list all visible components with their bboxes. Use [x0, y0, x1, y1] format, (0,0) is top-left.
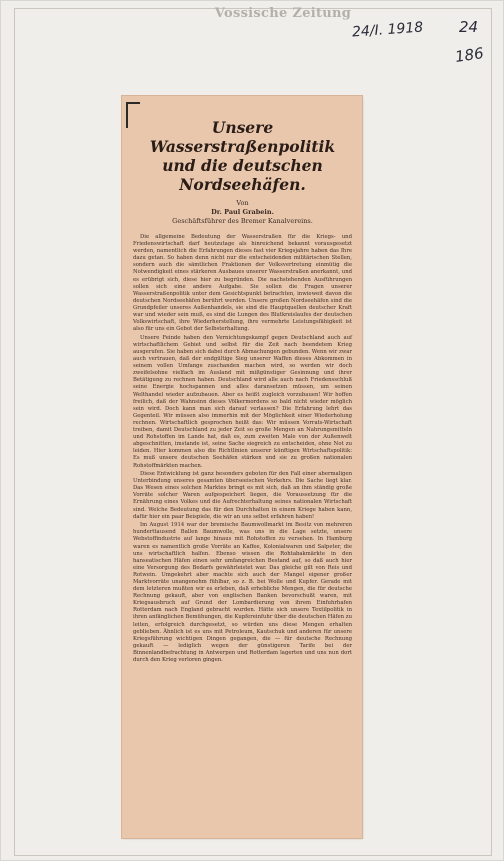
article-paragraph-2: Unsere Feinde haben den Vernichtungskampf gegen Deutschland auch auf wirtschaftlichem Gebiet und selbst für die Zeit nach beendetem Krieg ausgerufen. Sie haben sich dabei durch Abmachungen gebunden. Wenn wir zwar auch vertrauen, daß der endgültige Sieg unserer Waffen dieses Abkommen in seinem vollen Umfange zuschanden machen wird, so werden wir doch zweifelsohne vielfach im Ausland mit mißgünstiger Gesinnung und ihrer Betätigung zu rechnen haben. Deutschland wird alle auch nach Friedensschluß seine Energie hochspannen und alles daransetzen müssen, um seinen Welthandel wieder aufzubauen. Aber es heißt zugleich vorzubauen! Wir hoffen freilich, daß der Wahnsinn dieses Völkermordens so bald nicht wieder möglich sein wird. Doch kann man sich darauf verlassen? Die Erfahrung lehrt das Gegenteil. Wir müssen also immerhin mit der Möglichkeit einer Wiederholung rechnen. Wirtschaftlich gesprochen heißt das: Wir müssen Vorrats-Wirtschaft treiben, damit Deutschland zu jeder Zeit so große Mengen an Nahrungsmitteln und Rohstoffen im Lande hat, daß es, zum zweiten Male von der Außenwelt abgeschnitten, imstande ist, seine Sache siegreich zu entscheiden, ohne Not zu leiden. Hier kommen also die Richtlinien unserer künftigen Wirtschaftspolitik: Es muß unsere deutschen Seehäfen stärken und sie zu großen nationalen Rohstoffmärkten machen.: [133, 334, 352, 469]
handwritten-number-bottom: 186: [453, 44, 485, 66]
byline-prefix: Von: [236, 199, 249, 207]
newspaper-clipping: [122, 96, 362, 838]
newspaper-stamp: Vossische Zeitung: [214, 6, 352, 21]
article-body: [133, 234, 352, 664]
handwritten-date: 24/I. 1918: [351, 19, 424, 41]
clipping-content: [133, 96, 352, 838]
article-paragraph-1: Die allgemeine Bedeutung der Wasserstraßen für die Kriegs- und Friedenswirtschaft darf heutzutage als hinreichend bekannt vorausgesetzt werden, namentlich die Erfahrungen dieses fast vier Kriegsjahre haben das Ihre dazu getan. So haben denn nicht nur die entscheidenden militärischen Stellen, sondern auch die sämtlichen Fraktionen der Volksvertretung einmütig die Notwendigkeit eines stärkeren Ausbaues unserer Wasserstraßen anerkannt, und es erübrigt sich, diese hier zu begründen. Die nachstehenden Ausführungen sollen sich eine andere Aufgabe. Sie sollen die Fragen unserer Wasserstraßenpolitik unter dem Gesichtspunkt betrachten, inwieweit davon die deutschen Nordseehäfen berührt werden. Unsere großen Nordseehäfen sind die Grundpfeiler unseres Außenhandels, sie sind die Hauptquellen deutscher Kraft war und wieder sein muß, es sind die Lungen des Blutkreislaufes der deutschen Volkswirtschaft, ihre Wiederherstellung, ihre vermehrte Leistungsfähigkeit ist also für uns ein Gebot der Selbsterhaltung.: [133, 234, 352, 333]
article-title-line-2: und die deutschen Nordseehäfen.: [162, 156, 323, 194]
byline-author: Dr. Paul Grabein.: [211, 208, 274, 216]
byline-role: Geschäftsführer des Bremer Kanalvereins.: [172, 217, 313, 225]
article-title-line-1: Unsere Wasserstraßenpolitik: [149, 118, 336, 156]
article-title: [133, 118, 352, 194]
handwritten-number-top: 24: [459, 18, 479, 36]
article-paragraph-4: Im August 1914 war der bremische Baumwollmarkt im Besitz von mehreren hunderttausend Ballen Baumwolle, was uns in die Lage setzte, unsere Webstoffindustrie auf lange hinaus mit Rohstoffen zu versehen. In Hamburg waren es namentlich große Vorräte an Kaffee, Kolonialwaren und Salpeter, die uns wirtschaftlich halfen. Ebenso wissen die Rohtabakmärkte in den hanseatischen Häfen einen sehr umfangreichen Bestand auf, so daß auch hier eine Versorgung des Bedarfs gewährleistet war. Das gleiche gilt von Reis und Rotwein. Umgekehrt aber machte sich auch der Mangel eigener großer Marktvorräte unangenehm fühlbar, so z. B. bei Wolle und Kupfer. Gerade mit dem letzteren mußten wir es erleben, daß erhebliche Mengen, die für deutsche Rechnung gekauft, aber von englischen Banken bevorschußt waren, mit Kriegsausbruch auf Grund der Lombardierung von ihrem Einfuhrhafen Rotterdam nach England gebracht wurden. Hätte sich unsere Textilpolitik in ihren anfänglichen Bemühungen, die Kupfereinfuhr über die deutschen Häfen zu leiten, erfolgreich durchgesetzt, so würden uns diese Mengen erhalten geblieben. Ähnlich ist es uns mit Petroleum, Kautschuk und anderen für unsere Kriegsführung wichtigen Dingen gegangen, die — für deutsche Rechnung gekauft — lediglich wegen der günstigeren Tarife bei der Binnenlandbefrachtung in Antwerpen und Rotterdam lagerten und uns nun dort durch den Krieg verloren gingen.: [133, 522, 352, 664]
article-paragraph-3: Diese Entwicklung ist ganz besonders geboten für den Fall einer abermaligen Unterbindung unseres gesamten überseeischen Verkehrs. Die Sache liegt klar. Das Wesen eines solchen Marktes bringt es mit sich, daß an ihm ständig große Vorräte solcher Waren aufgespeichert liegen, die Voraussetzung für die Ernährung eines Volkes und die Aufrechterhaltung seines nationalen Wirtschaft sind. Welche Bedeutung das für den Durchhalten in einem Kriege haben kann, dafür hier ein paar Beispiele, die wir an uns selbst erfahren haben!: [133, 471, 352, 520]
article-byline: [133, 199, 352, 226]
